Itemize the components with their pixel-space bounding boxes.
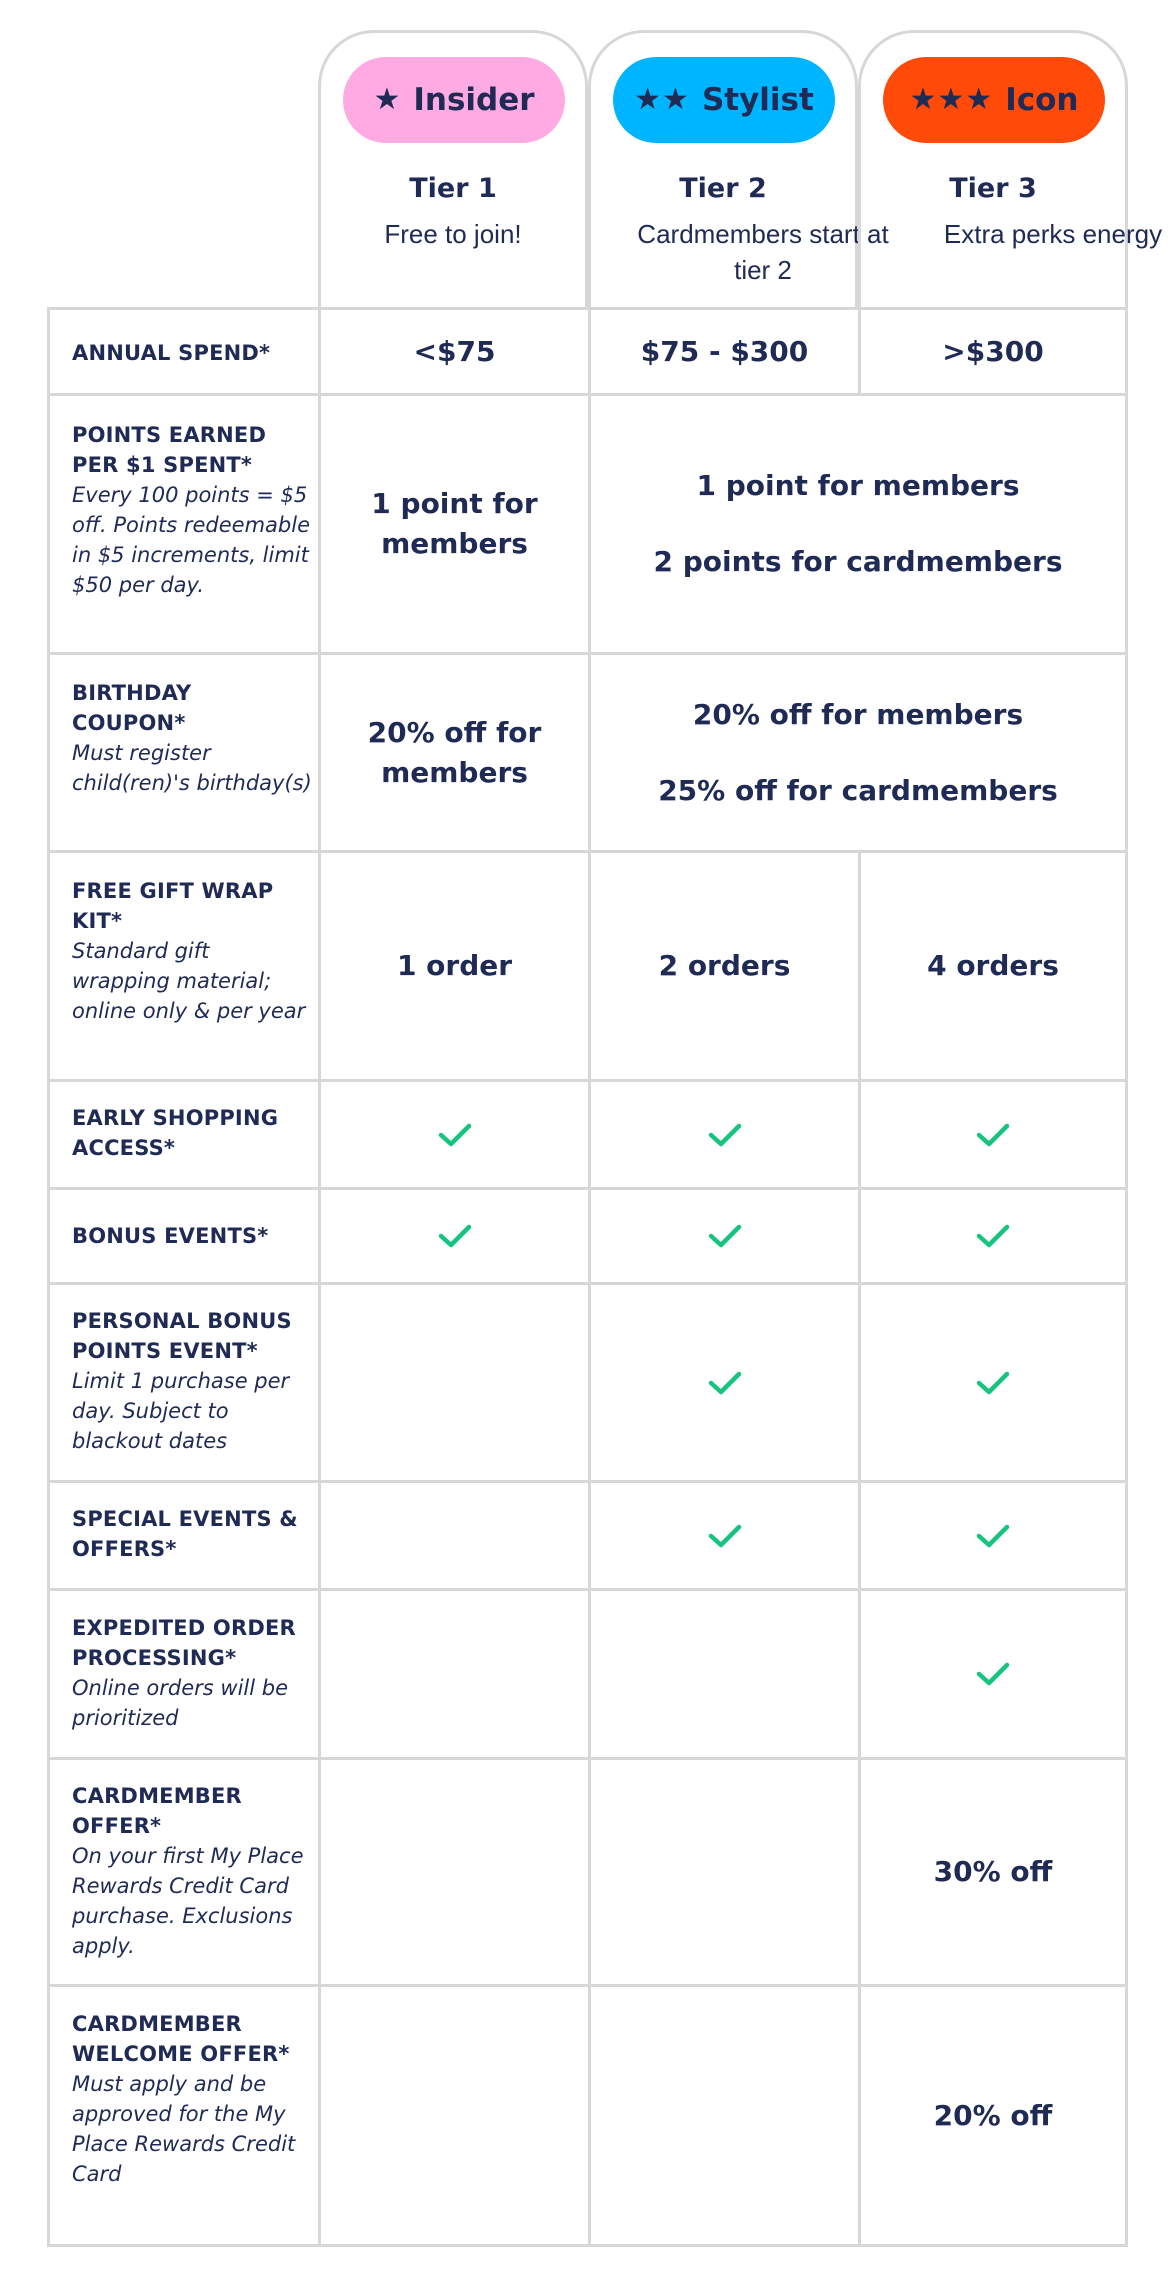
row-title: BONUS EVENTS* [72, 1224, 269, 1248]
cardoffer-tier3: 30% off [933, 1855, 1053, 1888]
expedited-tier3 [861, 1591, 1125, 1757]
icon-badge [883, 57, 1105, 143]
row-title: EARLY SHOPPING ACCESS* [72, 1106, 279, 1160]
row-subtitle: On your first My Place Rewards Credit Card purchase. Exclusions apply. [72, 1844, 304, 1958]
special-tier3 [861, 1483, 1125, 1588]
personal-tier3 [861, 1285, 1125, 1480]
bonus-tier3 [861, 1190, 1125, 1282]
grid-line [1125, 307, 1128, 2247]
row-title: ANNUAL SPEND* [72, 341, 271, 365]
row-label-early-shopping [72, 1103, 312, 1163]
row-label-annual-spend [72, 338, 312, 368]
bonus-tier2 [591, 1190, 858, 1282]
giftwrap-tier3: 4 orders [927, 949, 1059, 982]
row-label-cardmember-offer [72, 1781, 312, 1961]
points-tier1: 1 point for members [371, 487, 538, 560]
row-subtitle: Must apply and be approved for the My Place Rewards Credit Card [72, 2072, 296, 2186]
row-label-gift-wrap [72, 876, 312, 1026]
row-subtitle: Every 100 points = $5 off. Points redeemable in $5 increments, limit $50 per day. [72, 483, 310, 597]
special-tier2 [591, 1483, 858, 1588]
star-icon: ★ [373, 82, 402, 117]
row-label-personal-bonus [72, 1306, 312, 1456]
row-title: EXPEDITED ORDER PROCESSING* [72, 1616, 296, 1670]
tier-description: Extra perks energy [943, 219, 1163, 249]
tier-1-header [318, 30, 588, 310]
giftwrap-tier2: 2 orders [658, 949, 791, 982]
tier-name: Tier 2 [679, 173, 767, 204]
tier-2-header [588, 30, 889, 310]
annual-spend-tier3: >$300 [942, 334, 1044, 368]
check-icon [438, 1223, 472, 1249]
row-title: CARDMEMBER WELCOME OFFER* [72, 2012, 290, 2066]
badge-label: Stylist [701, 82, 814, 118]
row-label-expedited [72, 1613, 312, 1733]
welcome-tier3: 20% off [933, 2098, 1053, 2132]
check-icon [976, 1523, 1010, 1549]
grid-line [47, 307, 50, 2247]
badge-label: Insider [413, 82, 535, 118]
points-tier2-3 [591, 396, 1125, 652]
check-icon [708, 1523, 742, 1549]
star-icon: ★★★ [909, 82, 994, 117]
stylist-badge [613, 57, 835, 143]
row-title: PERSONAL BONUS POINTS EVENT* [72, 1309, 292, 1363]
early-tier2 [591, 1082, 858, 1187]
row-subtitle: Limit 1 purchase per day. Subject to blackout dates [72, 1369, 290, 1453]
insider-badge [343, 57, 565, 143]
row-subtitle: Must register child(ren)'s birthday(s) [72, 741, 312, 795]
bonus-tier1 [321, 1190, 588, 1282]
star-icon: ★★ [634, 82, 690, 117]
tier-3-header [858, 30, 1163, 310]
row-subtitle: Online orders will be prioritized [72, 1676, 288, 1730]
check-icon [976, 1661, 1010, 1687]
check-icon [708, 1122, 742, 1148]
personal-tier2 [591, 1285, 858, 1480]
row-title: POINTS EARNED PER $1 SPENT* [72, 423, 267, 477]
points-cardmembers: 2 points for cardmembers [653, 545, 1063, 578]
tier-name: Tier 3 [949, 173, 1037, 204]
annual-spend-tier1: <$75 [413, 334, 496, 368]
early-tier3 [861, 1082, 1125, 1187]
row-label-special-events [72, 1504, 312, 1564]
row-label-points [72, 420, 312, 600]
row-label-bonus-events [72, 1221, 312, 1251]
row-title: FREE GIFT WRAP KIT* [72, 879, 274, 933]
points-members: 1 point for members [696, 469, 1020, 502]
annual-spend-tier2: $75 - $300 [640, 334, 809, 368]
row-subtitle: Standard gift wrapping material; online only & per year [72, 939, 306, 1023]
giftwrap-tier1: 1 order [396, 949, 513, 982]
row-title: SPECIAL EVENTS & OFFERS* [72, 1507, 298, 1561]
birthday-tier2-3 [591, 655, 1125, 850]
early-tier1 [321, 1082, 588, 1187]
tier-description: Cardmembers start at tier 2 [637, 219, 889, 285]
tier-description: Free to join! [384, 219, 522, 249]
check-icon [976, 1370, 1010, 1396]
check-icon [976, 1122, 1010, 1148]
birthday-tier1: 20% off for members [367, 715, 542, 789]
tier-name: Tier 1 [409, 173, 497, 204]
badge-label: Icon [1005, 82, 1079, 118]
check-icon [708, 1370, 742, 1396]
birthday-members: 20% off for members [692, 697, 1024, 731]
check-icon [708, 1223, 742, 1249]
row-label-birthday [72, 678, 312, 798]
check-icon [976, 1223, 1010, 1249]
row-label-welcome-offer [72, 2009, 312, 2189]
row-title: BIRTHDAY COUPON* [72, 681, 192, 735]
check-icon [438, 1122, 472, 1148]
row-title: CARDMEMBER OFFER* [72, 1784, 242, 1838]
birthday-cardmembers: 25% off for cardmembers [658, 773, 1058, 807]
grid-line [47, 2244, 1128, 2247]
